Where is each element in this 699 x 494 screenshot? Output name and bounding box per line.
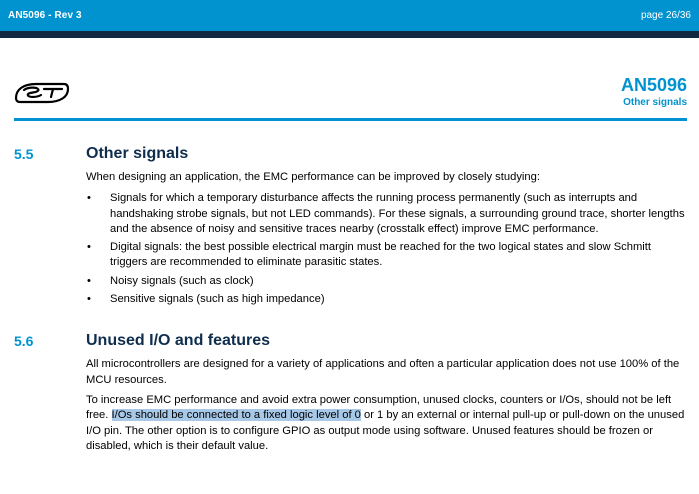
section-heading-5-5 <box>14 143 685 165</box>
bullet-icon: • <box>87 274 91 287</box>
document-subtitle: Other signals <box>623 97 687 108</box>
section-number: 5.6 <box>14 333 34 350</box>
section-heading-5-6 <box>14 330 685 352</box>
header-gap <box>0 38 699 54</box>
bullet-icon: • <box>87 241 91 254</box>
section-title: Unused I/O and features <box>86 332 271 350</box>
list-item-text: Signals for which a temporary disturbance affects the running process permanently (such as interrupts and handshaking strobe signals, but not LED commands). For these signals, a surrounding ground trace, shorter lengths and the absence of noisy and sensitive traces nearby (crosstalk effect) improve EMC performance. <box>110 192 685 235</box>
list-item <box>86 191 685 237</box>
header-accent-rule <box>0 31 699 38</box>
section-5-5-bullet-list <box>86 191 685 307</box>
document-reference-label: AN5096 - Rev 3 <box>8 10 82 21</box>
selected-text-highlight[interactable]: I/Os should be connected to a fixed logic level of 0 <box>111 409 361 422</box>
bullet-icon: • <box>87 192 91 205</box>
list-item-text: Digital signals: the best possible electrical margin must be reached for the two logical states and slow Schmitt triggers are recommended to eliminate parasitic states. <box>110 241 651 269</box>
document-title-block <box>621 75 687 110</box>
list-item <box>86 292 685 307</box>
page-indicator: page 26/36 <box>640 10 691 21</box>
st-logo-icon <box>14 78 70 108</box>
list-item-text: Noisy signals (such as clock) <box>110 274 254 287</box>
paragraph-text-before-selection: To increase EMC performance and avoid extra power consumption, unused clocks, counters or I/Os, should not be left free. <box>86 393 672 422</box>
list-item <box>86 240 685 271</box>
list-item <box>86 274 685 289</box>
document-code: AN5096 <box>620 75 687 95</box>
section-5-5-intro: When designing an application, the EMC performance can be improved by closely studying: <box>86 171 540 183</box>
bullet-icon: • <box>87 293 91 306</box>
list-item-text: Sensitive signals (such as high impedance) <box>110 293 325 306</box>
section-title: Other signals <box>86 145 189 162</box>
section-5-5-body <box>86 170 685 307</box>
document-body <box>0 121 699 454</box>
document-page <box>0 54 699 454</box>
section-5-6-paragraph-2 <box>86 393 685 454</box>
paragraph-text-after-selection: or 1 by an external or internal pull-up or pull-down on the unused I/O pin. The other option is to configure GPIO as output mode using software. Unused features should be frozen or disabled, which is their default value. <box>86 409 685 452</box>
section-number: 5.5 <box>14 146 34 162</box>
viewer-header-bar <box>0 0 699 31</box>
document-header <box>0 54 699 112</box>
section-5-6-paragraph-1: All microcontrollers are designed for a variety of applications and often a particular application does not use 100% of the MCU resources. <box>86 358 680 386</box>
section-5-6-body <box>86 357 685 454</box>
section-spacer <box>14 310 685 330</box>
